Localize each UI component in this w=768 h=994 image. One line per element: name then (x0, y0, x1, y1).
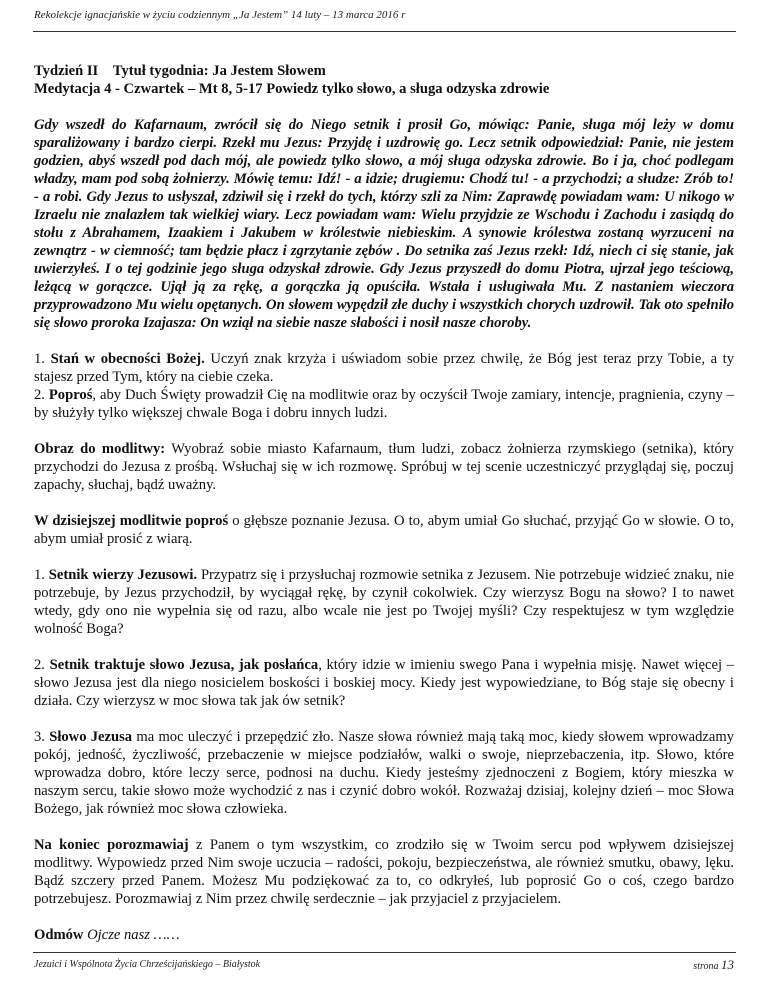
point-paragraph (34, 566, 734, 638)
point-number: 2. (34, 657, 50, 673)
petition-text: o głębsze poznanie Jezusa. O to, abym umiał Go słuchać, przyjąć Go w słowie. O to, abym umiał prosić z wiarą. (34, 513, 735, 547)
colloquy-heading: Na koniec porozmawiaj (34, 837, 189, 853)
step-item (34, 350, 734, 386)
step-item (34, 386, 734, 422)
point-text: Przypatrz się i przysłuchaj rozmowie setnika z Jezusem. Nie potrzebuje widzieć znaku, nie potrzebuje, by Jezus przychodził, by wyciągał rękę, by czynił cokolwiek. Czy wierzysz Bogu na słowo? I to nawet wtedy, gdy ono nie wypełnia się od razu, albo wcale nie jest po Twojej myśli? Czy respektujesz w tym względzie wolność Boga? (34, 567, 735, 637)
step-heading: Stań w obecności Bożej. (50, 351, 205, 367)
document-body (34, 62, 734, 962)
point-paragraph (34, 728, 734, 818)
step-number: 1. (34, 351, 51, 367)
prayer-image-text: Wyobraź sobie miasto Kafarnaum, tłum ludzi, zobacz żołnierza rzymskiego (setnika), który przychodzi do Jezusa z prośbą. Wsłuchaj się w ich rozmowę. Spróbuj w tej scenie uczestniczyć przyglądaj się, poczuj zapachy, słuchaj, bądź uważny. (34, 441, 734, 493)
closing-text: Ojcze nasz …… (83, 927, 180, 943)
point-text: , który idzie w imieniu swego Pana i wypełnia misję. Nawet więcej – słowo Jezusa jest dla niego nosicielem boskości i boskiej mocy. Kiedy jest wypowiedziane, to Bóg staje się obecny i działa. Czy wierzysz w moc słowa tak jak ów setnik? (34, 657, 734, 709)
point-number: 3. (34, 729, 50, 745)
point-heading: Setnik wierzy Jezusowi. (48, 567, 198, 583)
week-label: Tydzień II (34, 63, 99, 79)
step-text: , aby Duch Święty prowadził Cię na modlitwie oraz by oczyścił Twoje zamiary, intencje, pragnienia, czyny – by służyły tylko większej chwale Boga i dobru innych ludzi. (34, 387, 735, 421)
point-heading: Słowo Jezusa (49, 729, 133, 745)
page-label: strona (693, 961, 721, 972)
header-divider (33, 31, 736, 32)
point-number: 1. (34, 567, 49, 583)
closing-prayer (34, 926, 734, 944)
page-number-label (693, 957, 734, 973)
colloquy-paragraph (34, 836, 734, 908)
meditation-line: Medytacja 4 - Czwartek – Mt 8, 5-17 Powiedz tylko słowo, a sługa odzyska zdrowie (34, 81, 550, 97)
prayer-image-paragraph (34, 440, 734, 494)
closing-heading: Odmów (34, 927, 84, 943)
footer-organization: Jezuici i Wspólnota Życia Chrześcijańskiego – Białystok (34, 959, 261, 970)
petition-paragraph (34, 512, 734, 548)
point-heading: Setnik traktuje słowo Jezusa, jak posłańca (49, 657, 319, 673)
footer-divider (33, 952, 736, 953)
page-number: 13 (721, 957, 734, 972)
week-title: Tytuł tygodnia: Ja Jestem Słowem (112, 63, 326, 79)
point-paragraph (34, 656, 734, 710)
step-number: 2. (34, 387, 49, 403)
title-block (34, 62, 734, 98)
point-text: ma moc uleczyć i przepędzić zło. Nasze słowa również mają taką moc, kiedy słowem wprowadzamy pokój, jedność, życzliwość, przebaczenie w miejsce podziałów, walki o swoje, nieprzebaczenia, itp. Słowo, które wprowadza dobro, które leczy serce, podnosi na duchu. Kiedy jesteśmy zjednoczeni z Bogiem, który mieszka w naszym sercu, takie słowo może wychodzić z nas i czynić dobro wokół. Rozważaj dzisiaj, kolejny dzień – moc Słowa Bożego, jak również moc słowa człowieka. (34, 729, 735, 817)
opening-steps (34, 350, 734, 422)
step-text: Uczyń znak krzyża i uświadom sobie przez chwilę, że Bóg jest teraz przy Tobie, a ty stajesz przed Tym, który na ciebie czeka. (34, 351, 735, 385)
colloquy-text: z Panem o tym wszystkim, co zrodziło się w Twoim sercu pod wpływem dzisiejszej modlitwy. Wypowiedz przed Nim swoje uczucia – radości, pokoju, bezpieczeństwa, ale również smutku, obawy, lęku. Bądź szczery przed Panem. Możesz Mu podziękować za to, co odkryłeś, lub poprosić Go o coś, czego bardzo potrzebujesz. Porozmawiaj z Nim przez chwilę serdecznie – jak przyjaciel z przyjacielem. (34, 837, 734, 907)
step-heading: Poproś (48, 387, 93, 403)
running-header: Rekolekcje ignacjańskie w życiu codziennym „Ja Jestem” 14 luty – 13 marca 2016 r (34, 9, 406, 21)
week-line (34, 62, 734, 80)
petition-heading: W dzisiejszej modlitwie poproś (34, 513, 229, 529)
gospel-passage: Gdy wszedł do Kafarnaum, zwrócił się do Niego setnik i prosił Go, mówiąc: Panie, sługa mój leży w domu sparaliżowany i bardzo cierpi. Rzekł mu Jezus: Przyjdę i uzdrowię go. Lecz setnik odpowiedział: Panie, nie jestem godzien, abyś wszedł pod dach mój, ale powiedz tylko słowo, a mój sługa odzyska zdrowie. Bo i ja, choć podlegam władzy, mam pod sobą żołnierzy. Mówię temu: Idź! - a idzie; drugiemu: Chodź tu! - a przychodzi; a słudze: Zrób to! - a robi. Gdy Jezus to usłyszał, zdziwił się i rzekł do tych, którzy szli za Nim: Zaprawdę powiadam wam: U nikogo w Izraelu nie znalazłem tak wielkiej wiary. Lecz powiadam wam: Wielu przyjdzie ze Wschodu i Zachodu i zasiądą do stołu z Abrahamem, Izaakiem i Jakubem w królestwie niebieskim. A synowie królestwa zostaną wyrzuceni na zewnątrz - w ciemność; tam będzie płacz i zgrzytanie zębów . Do setnika zaś Jezus rzekł: Idź, niech ci się stanie, jak uwierzyłeś. I o tej godzinie jego sługa odzyskał zdrowie. Gdy Jezus przyszedł do domu Piotra, ujrzał jego teściową, leżącą w gorączce. Ujął ją za rękę, a gorączka ją opuściła. Wstała i usługiwała Mu. Z nastaniem wieczora przyprowadzono Mu wielu opętanych. On słowem wypędził złe duchy i wszystkich chorych uzdrowił. Tak oto spełniło się słowo proroka Izajasza: On wziął na siebie nasze słabości i nosił nasze choroby. (34, 117, 734, 331)
prayer-image-heading: Obraz do modlitwy: (34, 441, 166, 457)
